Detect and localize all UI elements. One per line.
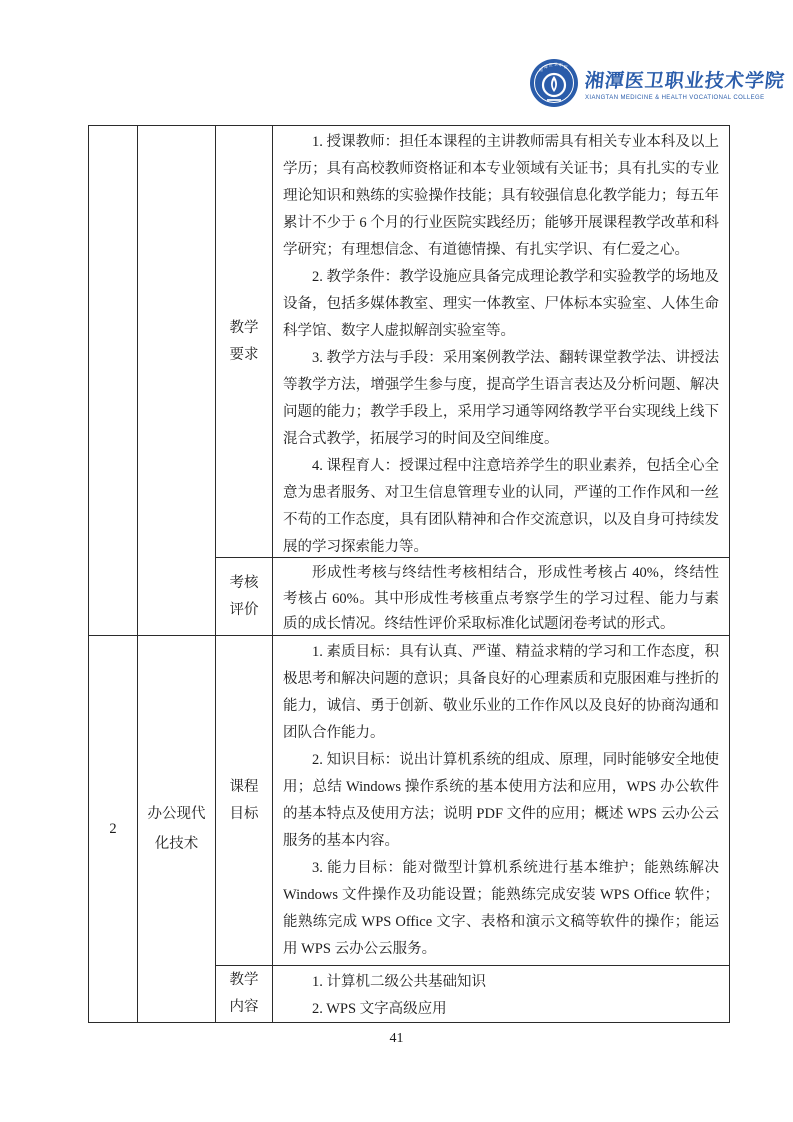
- paragraph: 形成性考核与终结性考核相结合，形成性考核占 40%，终结性考核占 60%。其中形成性考核重点考察学生的学习过程、能力与素质的成长情况。终结性评价采取标准化试题闭卷考试的形式。: [283, 565, 719, 632]
- entry1-course-cell: [138, 126, 216, 636]
- svg-text:院: 院: [564, 65, 568, 69]
- entry2-number-cell: [89, 636, 138, 1023]
- paragraph: 1. 授课教师：担任本课程的主讲教师需具有相关专业本科及以上学历；具有高校教师资格证和本专业领域有关证书；具有扎实的专业理论知识和熟练的实验操作技能；具有较强信息化教学能力；每五年累计不少于 6 个月的行业医院实践经历；能够开展课程教学改革和科学研究；有理想信念、有道德情操、有扎实学识、有仁爱之心。: [283, 134, 719, 258]
- college-name-en: XIANGTAN MEDICINE & HEALTH VOCATIONAL COLLEGE: [585, 94, 765, 101]
- paragraph: 4. 课程育人：授课过程中注意培养学生的职业素养，包括全心全意为患者服务、对卫生信息管理专业的认同，严谨的工作作风和一丝不苟的工作态度，具有团队精神和合作交流意识，以及自身可持续发展的学习探索能力等。: [283, 458, 719, 555]
- entry2-course-cell: [138, 636, 216, 1023]
- list-item: 1. 计算机二级公共基础知识: [312, 974, 486, 990]
- list-item: 2. WPS 文字高级应用: [312, 1001, 447, 1017]
- college-name: [585, 66, 785, 101]
- entry1-number-cell: [89, 126, 138, 636]
- course-objectives-label-cell: [216, 636, 273, 966]
- teaching-content-content: [273, 966, 730, 1023]
- assessment-label: 考核评价: [229, 574, 259, 618]
- teaching-requirements-content: [273, 126, 730, 558]
- svg-text:湘: 湘: [539, 68, 543, 72]
- teaching-requirements-label: 教学要求: [229, 319, 259, 363]
- course-table: [88, 125, 730, 1023]
- assessment-label-cell: [216, 558, 273, 636]
- svg-text:医: 医: [549, 63, 553, 68]
- svg-text:职: 职: [559, 63, 563, 68]
- entry2-course-name: 办公现代化技术: [147, 806, 206, 852]
- course-objectives-content: [273, 636, 730, 966]
- college-logo: [529, 57, 785, 109]
- assessment-content: [273, 558, 730, 636]
- college-name-zh: 湘潭医卫职业技术学院: [583, 70, 786, 92]
- page-number: 41: [389, 1031, 404, 1046]
- teaching-content-label-cell: [216, 966, 273, 1023]
- teaching-requirements-label-cell: [216, 126, 273, 558]
- entry2-number: 2: [109, 820, 117, 837]
- teaching-content-label: 教学内容: [229, 972, 259, 1015]
- paragraph: 2. 教学条件：教学设施应具备完成理论教学和实验教学的场地及设备，包括多媒体教室、理实一体教室、尸体标本实验室、人体生命科学馆、数字人虚拟解剖实验室等。: [283, 269, 719, 339]
- paragraph: 3. 教学方法与手段：采用案例教学法、翻转课堂教学法、讲授法等教学方法，增强学生参与度，提高学生语言表达及分析问题、解决问题的能力；教学手段上，采用学习通等网络教学平台实现线上线下混合式教学，拓展学习的时间及空间维度。: [283, 350, 719, 447]
- paragraph: 1. 素质目标：具有认真、严谨、精益求精的学习和工作态度，积极思考和解决问题的意识；具备良好的心理素质和克服困难与挫折的能力，诚信、勇于创新、敬业乐业的工作作风以及良好的协商沟通和团队合作能力。: [283, 644, 719, 741]
- course-objectives-label: 课程目标: [229, 778, 259, 822]
- svg-text:卫: 卫: [554, 62, 558, 67]
- college-seal-icon: [529, 58, 579, 108]
- paragraph: 2. 知识目标：说出计算机系统的组成、原理，同时能够安全地使用；总结 Windows 操作系统的基本使用方法和应用，WPS 办公软件的基本特点及使用方法；说明 PDF 文件的应用；概述 WPS 云办公云服务的基本内容。: [283, 752, 719, 849]
- paragraph: 3. 能力目标：能对微型计算机系统进行基本维护；能熟练解决 Windows 文件操作及功能设置；能熟练完成安装 WPS Office 软件；能熟练完成 WPS Office 文字、表格和演示文稿等软件的操作；能运用 WPS 云办公云服务。: [283, 860, 719, 957]
- svg-text:潭: 潭: [544, 65, 548, 69]
